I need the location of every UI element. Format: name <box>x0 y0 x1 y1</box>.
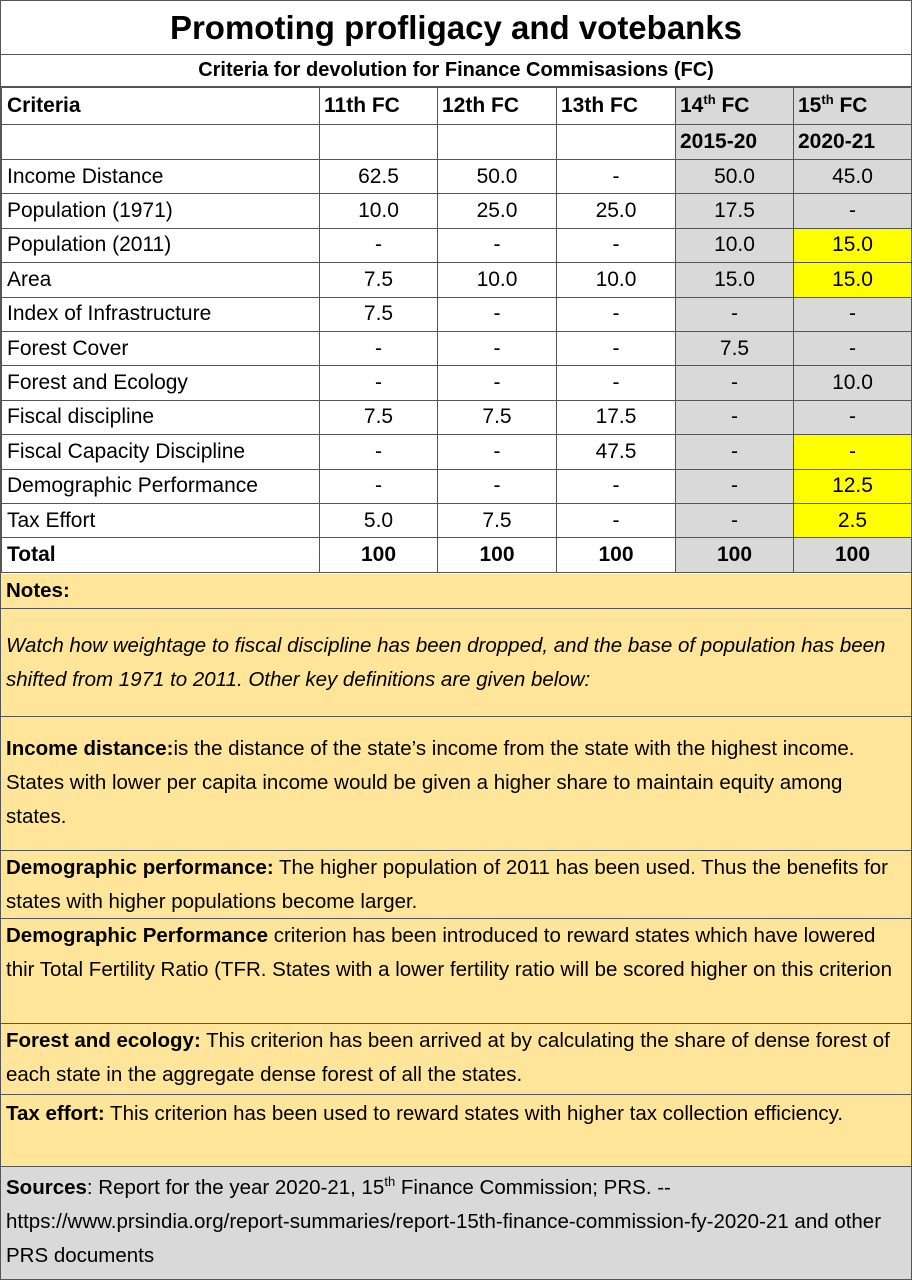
fc15-cell: - <box>794 400 912 434</box>
fc14-cell: - <box>676 366 794 400</box>
fc15-cell-highlighted: - <box>794 435 912 469</box>
note-forest-text: This criterion has been arrived at by calculating the share of dense forest of each state in the aggregate dense forest of all the states. <box>6 1029 890 1086</box>
fc13-cell: - <box>557 469 676 503</box>
note-demographic-1 <box>1 851 911 919</box>
table-row <box>2 366 912 400</box>
fc13-cell: - <box>557 366 676 400</box>
fc12-cell: - <box>438 366 557 400</box>
fc14-cell: 10.0 <box>676 228 794 262</box>
table-row <box>2 194 912 228</box>
fc12-cell: - <box>438 297 557 331</box>
total-label: Total <box>2 538 320 572</box>
header-fc15-number: 15 <box>798 94 822 117</box>
note-demographic-2 <box>1 919 911 1024</box>
fc15-cell-highlighted: 15.0 <box>794 228 912 262</box>
notes-intro-text: Watch how weightage to fiscal discipline has been dropped, and the base of population has been shifted from 1971 to 2011. Other key definitions are given below: <box>6 634 886 691</box>
criteria-cell: Forest and Ecology <box>2 366 320 400</box>
note-demo2-text: criterion has been introduced to reward states which have lowered thir Total Fertility Ratio (TFR. States with a lower fertility ratio will be scored higher on this criterion <box>6 924 892 981</box>
note-demo1-label: Demographic performance: <box>6 856 274 879</box>
fc11-cell: 7.5 <box>320 297 438 331</box>
header-empty <box>557 125 676 160</box>
sources-label: Sources <box>6 1176 87 1199</box>
fc15-cell-highlighted: 2.5 <box>794 503 912 537</box>
header-fc15-suffix: FC <box>833 94 868 117</box>
total-row <box>2 538 912 572</box>
fc13-cell: 17.5 <box>557 400 676 434</box>
fc11-cell: 7.5 <box>320 400 438 434</box>
note-demo1-text: The higher population of 2011 has been used. Thus the benefits for states with higher populations become larger. <box>6 856 889 913</box>
fc15-cell-highlighted: 12.5 <box>794 469 912 503</box>
fc14-cell: 50.0 <box>676 160 794 194</box>
sources-trailing: and other PRS documents <box>6 1210 882 1267</box>
devolution-criteria-table <box>1 87 912 573</box>
fc12-cell: - <box>438 469 557 503</box>
header-empty <box>2 125 320 160</box>
fc15-cell-highlighted: 15.0 <box>794 263 912 297</box>
sources-text-before: : Report for the year 2020-21, 15 <box>86 1176 385 1199</box>
fc15-cell: - <box>794 194 912 228</box>
sources-text-after: Finance Commission; PRS. -- <box>395 1176 671 1199</box>
table-row <box>2 228 912 262</box>
header-empty <box>438 125 557 160</box>
fc13-cell: - <box>557 331 676 365</box>
fc13-cell: - <box>557 228 676 262</box>
notes-heading <box>1 574 911 609</box>
notes-heading-label: Notes: <box>6 579 70 602</box>
table-row <box>2 263 912 297</box>
table-row <box>2 331 912 365</box>
notes-intro <box>1 609 911 717</box>
header-fc14-period: 2015-20 <box>676 125 794 160</box>
note-tax-text: This criterion has been used to reward states with higher tax collection efficiency. <box>104 1102 844 1125</box>
sources-sup: th <box>384 1174 396 1190</box>
header-fc13: 13th FC <box>557 88 676 125</box>
fc12-cell: - <box>438 228 557 262</box>
sources-url: https://www.prsindia.org/report-summaries/report-15th-finance-commission-fy-2020-21 <box>6 1210 789 1233</box>
header-fc12: 12th FC <box>438 88 557 125</box>
table-row <box>2 435 912 469</box>
sources-section <box>1 1167 911 1279</box>
note-income-distance <box>1 717 911 851</box>
total-fc13: 100 <box>557 538 676 572</box>
fc14-cell: - <box>676 297 794 331</box>
note-forest-label: Forest and ecology: <box>6 1029 201 1052</box>
fc12-cell: - <box>438 435 557 469</box>
header-criteria: Criteria <box>2 88 320 125</box>
fc14-cell: - <box>676 469 794 503</box>
fc15-cell: 10.0 <box>794 366 912 400</box>
page-subtitle: Criteria for devolution for Finance Commisasions (FC) <box>1 55 911 87</box>
note-income-text: is the distance of the state’s income from the state with the highest income. States with lower per capita income would be given a higher share to maintain equity among states. <box>6 737 855 828</box>
fc14-cell: - <box>676 503 794 537</box>
total-fc14: 100 <box>676 538 794 572</box>
note-tax-label: Tax effort: <box>6 1102 105 1125</box>
header-fc15-period: 2020-21 <box>794 125 912 160</box>
fc13-cell: - <box>557 297 676 331</box>
table-row <box>2 503 912 537</box>
fc15-cell: - <box>794 331 912 365</box>
fc12-cell: 10.0 <box>438 263 557 297</box>
header-fc14 <box>676 88 794 125</box>
header-fc15 <box>794 88 912 125</box>
note-income-label: Income distance: <box>6 737 174 760</box>
fc14-cell: - <box>676 400 794 434</box>
criteria-cell: Demographic Performance <box>2 469 320 503</box>
fc11-cell: - <box>320 469 438 503</box>
fc14-cell: - <box>676 435 794 469</box>
fc11-cell: 7.5 <box>320 263 438 297</box>
table-row <box>2 160 912 194</box>
fc14-cell: 17.5 <box>676 194 794 228</box>
note-tax-effort <box>1 1095 911 1167</box>
fc15-cell: - <box>794 297 912 331</box>
header-row <box>2 88 912 125</box>
criteria-cell: Area <box>2 263 320 297</box>
fc11-cell: 10.0 <box>320 194 438 228</box>
fc11-cell: - <box>320 228 438 262</box>
criteria-cell: Fiscal discipline <box>2 400 320 434</box>
header-fc14-suffix: FC <box>715 94 750 117</box>
criteria-cell: Tax Effort <box>2 503 320 537</box>
header-fc14-number: 14 <box>680 94 704 117</box>
note-demo2-label: Demographic Performance <box>6 924 269 947</box>
total-fc11: 100 <box>320 538 438 572</box>
criteria-cell: Population (1971) <box>2 194 320 228</box>
total-fc12: 100 <box>438 538 557 572</box>
fc12-cell: - <box>438 331 557 365</box>
criteria-cell: Index of Infrastructure <box>2 297 320 331</box>
fc11-cell: - <box>320 366 438 400</box>
fc12-cell: 50.0 <box>438 160 557 194</box>
note-forest-ecology <box>1 1024 911 1095</box>
table-row <box>2 400 912 434</box>
fc13-cell: 10.0 <box>557 263 676 297</box>
header-fc14-sup: th <box>703 92 716 107</box>
table-row <box>2 469 912 503</box>
total-fc15: 100 <box>794 538 912 572</box>
header-fc11: 11th FC <box>320 88 438 125</box>
table-row <box>2 297 912 331</box>
fc11-cell: 62.5 <box>320 160 438 194</box>
header-fc15-sup: th <box>821 92 834 107</box>
header-empty <box>320 125 438 160</box>
fc13-cell: 47.5 <box>557 435 676 469</box>
fc14-cell: 7.5 <box>676 331 794 365</box>
fc12-cell: 25.0 <box>438 194 557 228</box>
fc13-cell: - <box>557 160 676 194</box>
criteria-cell: Income Distance <box>2 160 320 194</box>
fc11-cell: - <box>320 331 438 365</box>
fc11-cell: 5.0 <box>320 503 438 537</box>
criteria-cell: Forest Cover <box>2 331 320 365</box>
fc15-cell: 45.0 <box>794 160 912 194</box>
header-period-row <box>2 125 912 160</box>
fc13-cell: - <box>557 503 676 537</box>
criteria-cell: Fiscal Capacity Discipline <box>2 435 320 469</box>
fc14-cell: 15.0 <box>676 263 794 297</box>
fc12-cell: 7.5 <box>438 400 557 434</box>
fc12-cell: 7.5 <box>438 503 557 537</box>
criteria-cell: Population (2011) <box>2 228 320 262</box>
fc13-cell: 25.0 <box>557 194 676 228</box>
page-title: Promoting profligacy and votebanks <box>1 1 911 55</box>
fc11-cell: - <box>320 435 438 469</box>
